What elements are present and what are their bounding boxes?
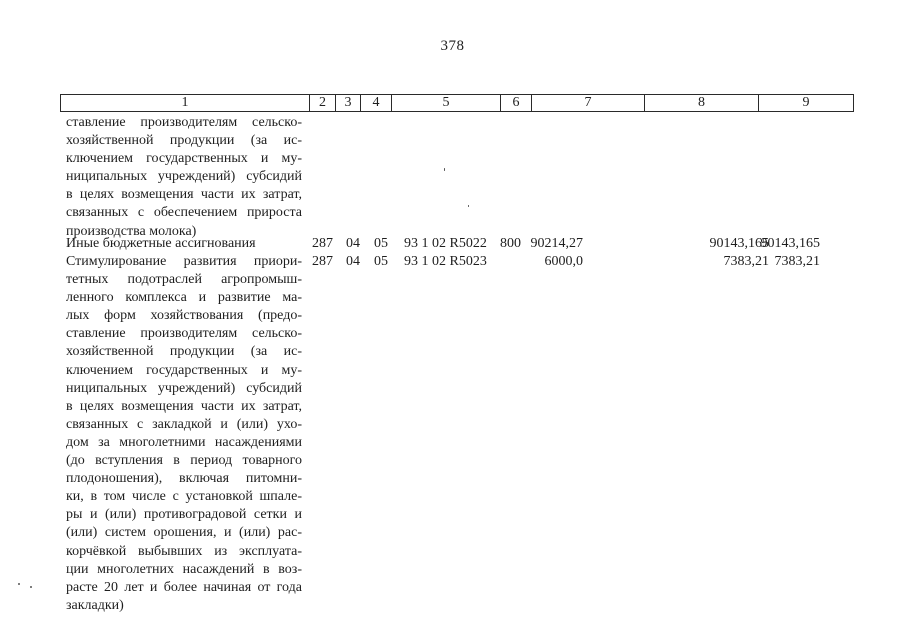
description-line: ленного комплекса и развитие ма- bbox=[66, 290, 302, 306]
amount-column-7: 6000,0 bbox=[544, 254, 583, 269]
description-line: ставление производителям сельско- bbox=[66, 115, 302, 130]
description-line: в целях возмещения части их затрат, bbox=[66, 398, 302, 414]
expense-type-code: 800 bbox=[500, 236, 521, 251]
description-line: ции многолетних насаждений в воз- bbox=[66, 561, 302, 577]
description-line: расте 20 лет и более начиная от года bbox=[66, 579, 302, 595]
subsection-code: 05 bbox=[374, 236, 388, 251]
column-header-5: 5 bbox=[392, 95, 501, 112]
description-line: Стимулирование развития приори- bbox=[66, 254, 302, 269]
column-header-table bbox=[60, 94, 854, 112]
row-description bbox=[66, 235, 302, 253]
column-header-2: 2 bbox=[310, 95, 336, 112]
column-header-7: 7 bbox=[532, 95, 645, 112]
section-code: 04 bbox=[346, 236, 360, 251]
description-line: дом за многолетними насаждениями bbox=[66, 434, 302, 450]
column-header-3: 3 bbox=[336, 95, 361, 112]
amount-column-8: 90143,165 bbox=[709, 236, 769, 251]
ministry-code: 287 bbox=[312, 254, 333, 269]
subsection-code: 05 bbox=[374, 254, 388, 269]
amount-column-9: 90143,165 bbox=[760, 236, 820, 251]
column-header-9: 9 bbox=[759, 95, 854, 112]
description-line: ключением государственных и му- bbox=[66, 362, 302, 378]
description-line: (до вступления в период товарного bbox=[66, 453, 302, 469]
description-line: закладки) bbox=[66, 597, 124, 613]
description-line: Иные бюджетные ассигнования bbox=[66, 236, 256, 251]
amount-column-8: 7383,21 bbox=[723, 254, 769, 269]
description-line: ры и (или) противоградовой сетки и bbox=[66, 507, 302, 523]
target-article-code: 93 1 02 R5023 bbox=[404, 254, 487, 269]
section-code: 04 bbox=[346, 254, 360, 269]
row-description bbox=[66, 253, 302, 615]
amount-column-7: 90214,27 bbox=[530, 236, 583, 251]
description-line: связанных с обеспечением прироста bbox=[66, 205, 302, 221]
column-header-row bbox=[61, 95, 854, 112]
description-line: ключением государственных и му- bbox=[66, 151, 302, 167]
ministry-code: 287 bbox=[312, 236, 333, 251]
scan-speck bbox=[468, 205, 469, 207]
column-header-6: 6 bbox=[501, 95, 532, 112]
scan-speck bbox=[18, 583, 20, 585]
column-header-1: 1 bbox=[61, 95, 310, 112]
description-line: ниципальных учреждений) субсидий bbox=[66, 169, 302, 185]
scan-speck bbox=[444, 168, 445, 171]
description-line: в целях возмещения части их затрат, bbox=[66, 187, 302, 203]
column-header-8: 8 bbox=[645, 95, 759, 112]
description-line: плодоношения), включая питомни- bbox=[66, 471, 302, 487]
description-line: ки, в том числе с установкой шпале- bbox=[66, 489, 302, 505]
description-line: ставление производителям сельско- bbox=[66, 326, 302, 342]
column-header-4: 4 bbox=[361, 95, 392, 112]
page-number: 378 bbox=[440, 38, 465, 54]
description-line: хозяйственной продукции (за ис- bbox=[66, 133, 302, 149]
target-article-code: 93 1 02 R5022 bbox=[404, 236, 487, 251]
description-line: тетных подотраслей агропромыш- bbox=[66, 272, 302, 288]
description-line: связанных с закладкой и (или) ухо- bbox=[66, 416, 302, 432]
row-description bbox=[66, 114, 302, 241]
description-line: производства молока) bbox=[66, 223, 197, 239]
description-line: хозяйственной продукции (за ис- bbox=[66, 344, 302, 360]
description-line: ниципальных учреждений) субсидий bbox=[66, 380, 302, 396]
description-line: (или) систем орошения, и (или) рас- bbox=[66, 525, 302, 541]
scan-speck bbox=[30, 586, 32, 588]
description-line: корчёвкой выбывших из эксплуата- bbox=[66, 543, 302, 559]
amount-column-9: 7383,21 bbox=[774, 254, 820, 269]
description-line: лых форм хозяйствования (предо- bbox=[66, 308, 302, 324]
